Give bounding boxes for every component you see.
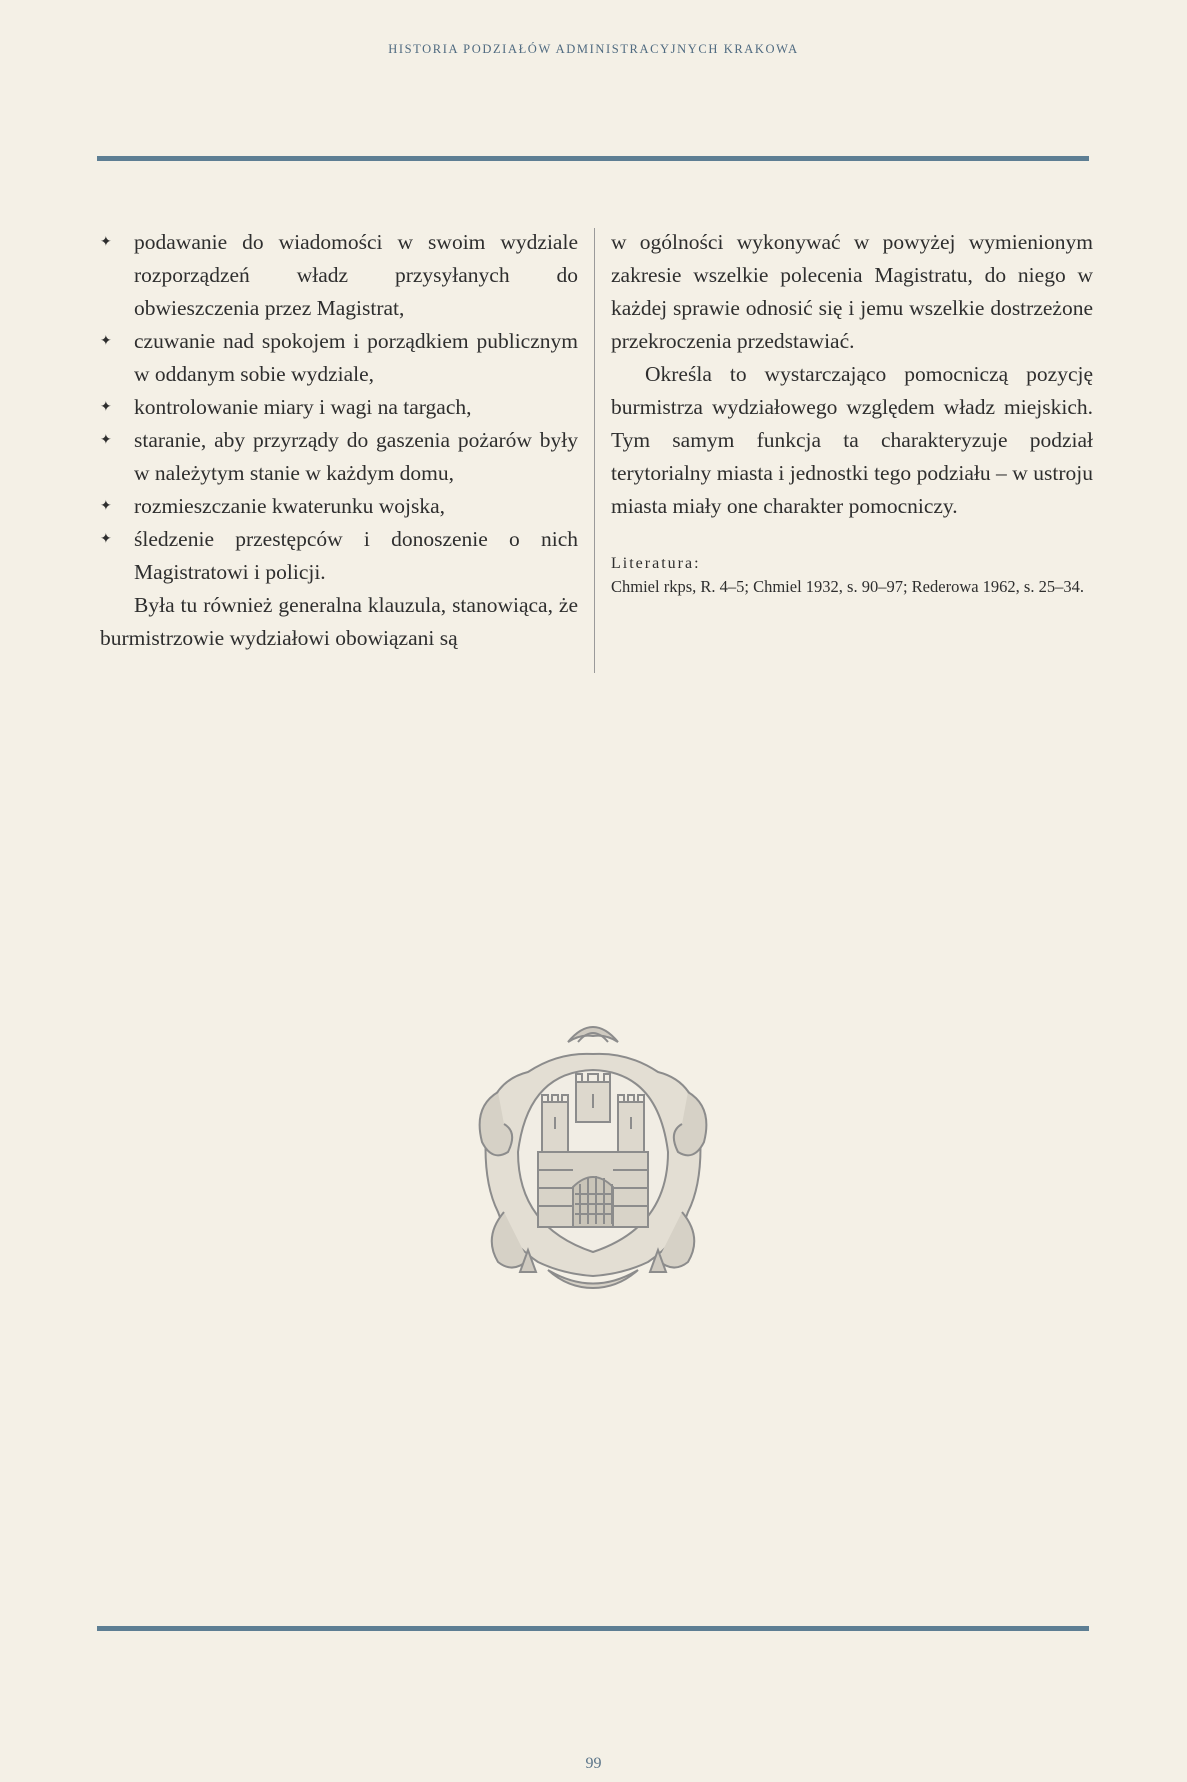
top-rule [97, 156, 1089, 161]
page-number: 99 [585, 1755, 602, 1772]
right-column [611, 226, 1093, 598]
bullet-icon: ✦ [100, 334, 112, 349]
list-item: ✦ śledzenie przestępców i donoszenie o nich Magistratowi i policji. [100, 523, 578, 589]
list-item: ✦ staranie, aby przyrządy do gaszenia pożarów były w należytym stanie w każdym domu, [100, 424, 578, 490]
running-head: HISTORIA PODZIAŁÓW ADMINISTRACYJNYCH KRAKOWA [388, 42, 799, 56]
literature-heading: Literatura: [611, 555, 701, 572]
bullet-icon: ✦ [100, 400, 112, 415]
krakow-coat-of-arms-icon [468, 1012, 718, 1302]
bottom-rule [97, 1626, 1089, 1631]
duties-list [100, 226, 578, 589]
list-item: ✦ rozmieszczanie kwaterunku wojska, [100, 490, 578, 523]
conclusion-paragraph: Określa to wystarczająco pomocniczą pozycję burmistrza wydziałowego względem władz miejskich. Tym samym funkcja ta charakteryzuje podział terytorialny miasta i jednostki tego podziału – w ustroju miasta miały one charakter pomocniczy. [611, 362, 1093, 518]
list-item: ✦ podawanie do wiadomości w swoim wydziale rozporządzeń władz przysyłanych do obwieszczenia przez Magistrat, [100, 226, 578, 325]
bullet-icon: ✦ [100, 532, 112, 547]
continuation-paragraph: w ogólności wykonywać w powyżej wymienionym zakresie wszelkie polecenia Magistratu, do niego w każdej sprawie odnosić się i jemu wszelkie dostrzeżone przekroczenia przedstawiać. [611, 230, 1093, 353]
bullet-icon: ✦ [100, 433, 112, 448]
left-column [100, 226, 578, 655]
list-item: ✦ czuwanie nad spokojem i porządkiem publicznym w oddanym sobie wydziale, [100, 325, 578, 391]
list-item: ✦ kontrolowanie miary i wagi na targach, [100, 391, 578, 424]
column-divider [594, 228, 595, 673]
bullet-icon: ✦ [100, 499, 112, 514]
literature-text: Chmiel rkps, R. 4–5; Chmiel 1932, s. 90–97; Rederowa 1962, s. 25–34. [611, 577, 1084, 596]
bullet-icon: ✦ [100, 235, 112, 250]
clause-paragraph: Była tu również generalna klauzula, stanowiąca, że burmistrzowie wydziałowi obowiązani są [100, 593, 578, 650]
